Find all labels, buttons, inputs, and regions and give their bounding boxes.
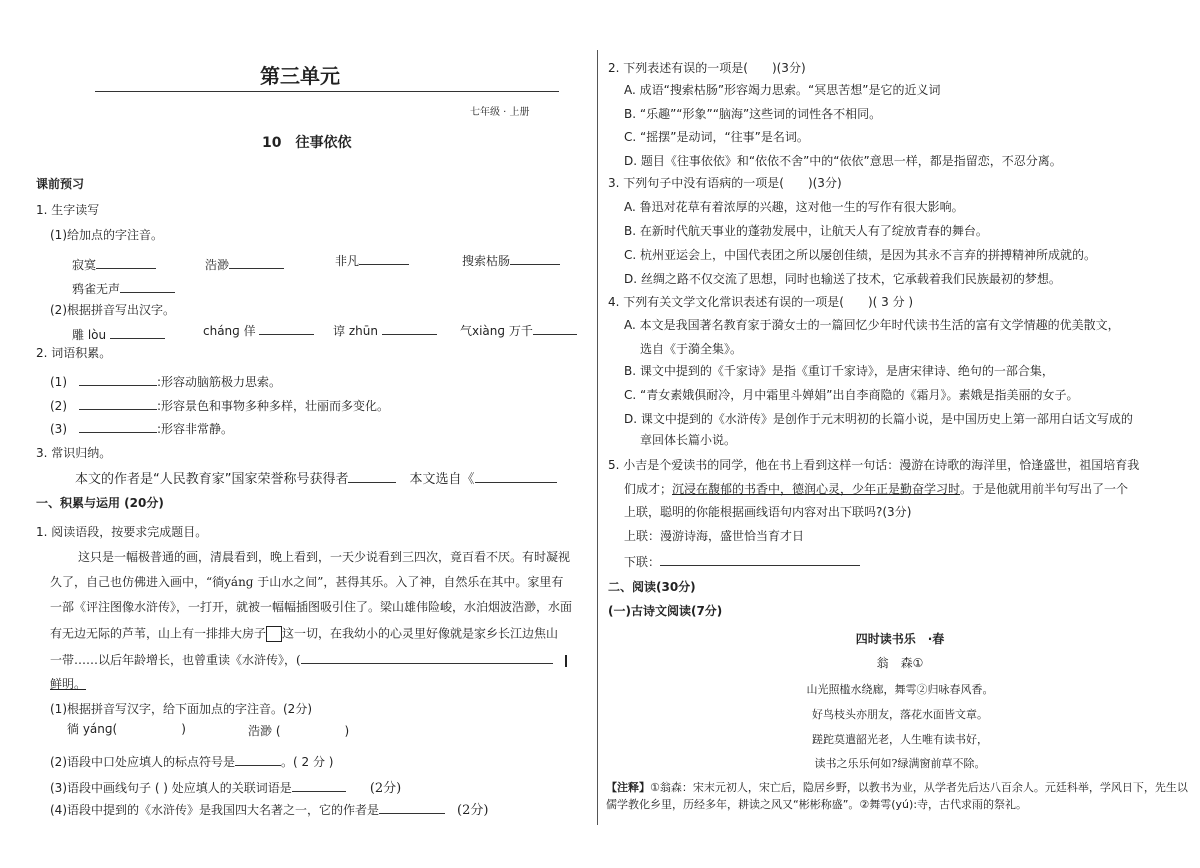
word-item: 寂寞 [72,256,156,272]
answer-blank[interactable] [301,651,553,664]
answer-blank[interactable] [359,252,409,265]
pinyin-item: 雕 lòu [72,326,165,342]
right-q2: 2. 下列表述有误的一项是( )(3分) [608,61,806,75]
passage-line: 一部《评注图像水浒传》，一打开，就被一幅幅插图吸引住了。梁山雄伟险峻，水泊烟波浩渺，水面 [50,600,573,614]
term-row: (1) :形容动脑筋极力思索。 [50,375,282,389]
answer-blank[interactable] [382,322,437,335]
option-line: 选自《于漪全集》。 [640,342,743,356]
right-q3: 3. 下列句子中没有语病的一项是( )(3分) [608,176,842,190]
answer-blank[interactable] [235,753,281,766]
option-line: D. 题目《往事依依》和“依依不舍”中的“依依”意思一样，都是指留恋，不忍分离。 [624,154,1062,168]
term-row: (3) :形容非常静。 [50,422,234,436]
right-column [600,0,1200,868]
option-line: A. 鲁迅对花草有着浓厚的兴趣，这对他一生的写作有很大影响。 [624,200,964,214]
preview-q3: 3. 常识归纳。 [36,446,112,460]
word-item: 搜索枯肠 [462,252,560,268]
right-q5-line: 下联： [624,553,860,569]
section2-heading: 二、阅读(30分) [608,580,696,594]
answer-blank[interactable] [96,256,156,269]
poem-line: 山光照槛水绕廊，舞雩②归咏春风香。 [806,683,994,696]
unit-title: 第三单元 [260,64,340,88]
answer-blank[interactable] [79,420,157,433]
answer-blank[interactable] [475,470,557,483]
answer-blank[interactable] [79,373,157,386]
answer-blank[interactable] [292,779,346,792]
passage-line: 一带……以后年龄增长，也曾重读《水浒传》，( [50,651,567,667]
lesson-title: 10 往事依依 [262,135,352,151]
passage-line: 久了，自己也仿佛进入画中，“徜yánɡ 于山水之间”，甚得其乐。入了神，自然乐在其中。家里有 [50,575,564,589]
preview-heading: 课前预习 [36,177,85,191]
note-line: 【注释】①翁森：宋末元初人，宋亡后，隐居乡野，以教书为业，从学者先后达八百余人。元廷科举，学风日下，先生以 [606,781,1188,794]
section1-heading: 一、积累与运用 (20分) [36,496,164,510]
option-line: D. 课文中提到的《水浒传》是创作于元末明初的长篇小说，是中国历史上第一部用白话文写成的 [624,412,1133,426]
poem-title: 四时读书乐 ·春 [855,632,945,646]
option-line: A. 本文是我国著名教育家于漪女士的一篇回忆少年时代读书生活的富有文学情趣的优美散文， [624,318,1120,332]
answer-blank[interactable] [259,322,314,335]
right-q5-line: 上联：漫游诗海，盛世恰当育才日 [624,529,805,543]
line-marker [565,655,567,667]
answer-blank[interactable] [660,553,860,566]
option-line: C. “青女素娥俱耐冷，月中霜里斗婵娟”出自李商隐的《霜月》。素娥是指美丽的女子。 [624,388,1079,402]
sub-q1-item: 浩渺 ( ) [248,724,350,738]
passage-line: 这只是一幅极普通的画，清晨看到，晚上看到，一天少说看到三四次，竟百看不厌。有时凝视 [78,550,571,564]
note-line: 儒学教化乡里，历经多年，耕读之风又“彬彬称盛”。②舞雩(yú):寺，古代求雨的祭礼。 [606,798,1028,811]
right-q5-line: 5. 小吉是个爱读书的同学，他在书上看到这样一句话：漫游在诗歌的海洋里，恰逢盛世，祖国培育我 [608,458,1140,472]
answer-blank[interactable] [510,252,560,265]
poem-line: 蹉跎莫遣韶光老，人生唯有读书好， [812,733,988,746]
sub-q1-item: 徜 yánɡ( ) [67,722,186,736]
poem-line: 好鸟枝头亦朋友，落花水面皆文章。 [812,708,988,721]
term-row: (2) :形容景色和事物多种多样，壮丽而多变化。 [50,399,390,413]
section1-q1: 1. 阅读语段，按要求完成题目。 [36,525,208,539]
passage-line: 鲜明。 [50,677,87,691]
sub-q1: (1)根据拼音写汉字，给下面加点的字注音。(2分) [50,702,312,716]
section2-1-heading: (一)古诗文阅读(7分) [608,604,723,618]
sub-q4: (4)语段中提到的《水浒传》是我国四大名著之一，它的作者是 (2分) [50,803,489,818]
pinyin-item: chánɡ 佯 [203,322,314,338]
poem-line: 读书之乐乐何如?绿满窗前草不除。 [814,757,986,770]
word-item: 鸦雀无声 [72,280,175,296]
title-rule [95,91,559,92]
answer-blank[interactable] [379,801,445,814]
word-item: 非凡 [335,252,409,268]
preview-q1-1: (1)给加点的字注音。 [50,228,163,242]
answer-blank[interactable] [120,280,175,293]
option-line: C. “摇摆”是动词，“往事”是名词。 [624,130,809,144]
answer-blank[interactable] [533,322,577,335]
option-line: A. 成语“搜索枯肠”形容竭力思索。“冥思苦想”是它的近义词 [624,83,941,97]
pinyin-item: 谆 zhūn [333,322,437,338]
grade-label: 七年级 · 上册 [470,107,530,118]
preview-q1: 1. 生字读写 [36,203,100,217]
punctuation-box[interactable] [266,626,282,642]
option-line: C. 杭州亚运会上，中国代表团之所以屡创佳绩，是因为其永不言弃的拼搏精神所成就的。 [624,248,1097,262]
q3-author-line: 本文的作者是“人民教育家”国家荣誉称号获得者 本文选自《 [75,470,557,487]
preview-q2: 2. 词语积累。 [36,346,112,360]
option-line: D. 丝绸之路不仅交流了思想，同时也输送了技术，它承载着我们民族最初的梦想。 [624,272,1061,286]
sub-q2: (2)语段中口处应填人的标点符号是 。( 2 分 ) [50,755,334,769]
option-line: B. “乐趣”“形象”“脑海”这些词的词性各不相同。 [624,107,882,121]
right-q4: 4. 下列有关文学文化常识表述有误的一项是( )( 3 分 ) [608,295,914,309]
answer-blank[interactable] [229,256,284,269]
right-q5-line: 们成才；沉浸在馥郁的书香中，德润心灵，少年正是勤奋学习时。于是他就用前半句写出了一个 [624,482,1129,496]
option-line: B. 在新时代航天事业的蓬勃发展中，让航天人有了绽放青春的舞台。 [624,224,988,238]
passage-line: 有无边无际的芦苇，山上有一排排大房子 这一切，在我幼小的心灵里好像就是家乡长江边焦山 [50,626,559,641]
option-line: B. 课文中提到的《千家诗》是指《重订千家诗》，是唐宋律诗、绝句的一部合集， [624,364,1054,378]
preview-q1-2: (2)根据拼音写出汉字。 [50,303,175,317]
option-line: 章回体长篇小说。 [640,433,737,447]
answer-blank[interactable] [110,326,165,339]
word-item: 浩渺 [205,256,284,272]
pinyin-item: 气xiànɡ 万千 [460,322,577,338]
answer-blank[interactable] [348,470,396,483]
answer-blank[interactable] [79,397,157,410]
column-divider [597,50,598,825]
poem-author: 翁 森① [876,656,924,670]
right-q5-line: 上联，聪明的你能根据画线语句内容对出下联吗?(3分) [624,505,912,519]
sub-q3: (3)语段中画线句子 ( ) 处应填人的关联词语是 (2分) [50,781,402,796]
